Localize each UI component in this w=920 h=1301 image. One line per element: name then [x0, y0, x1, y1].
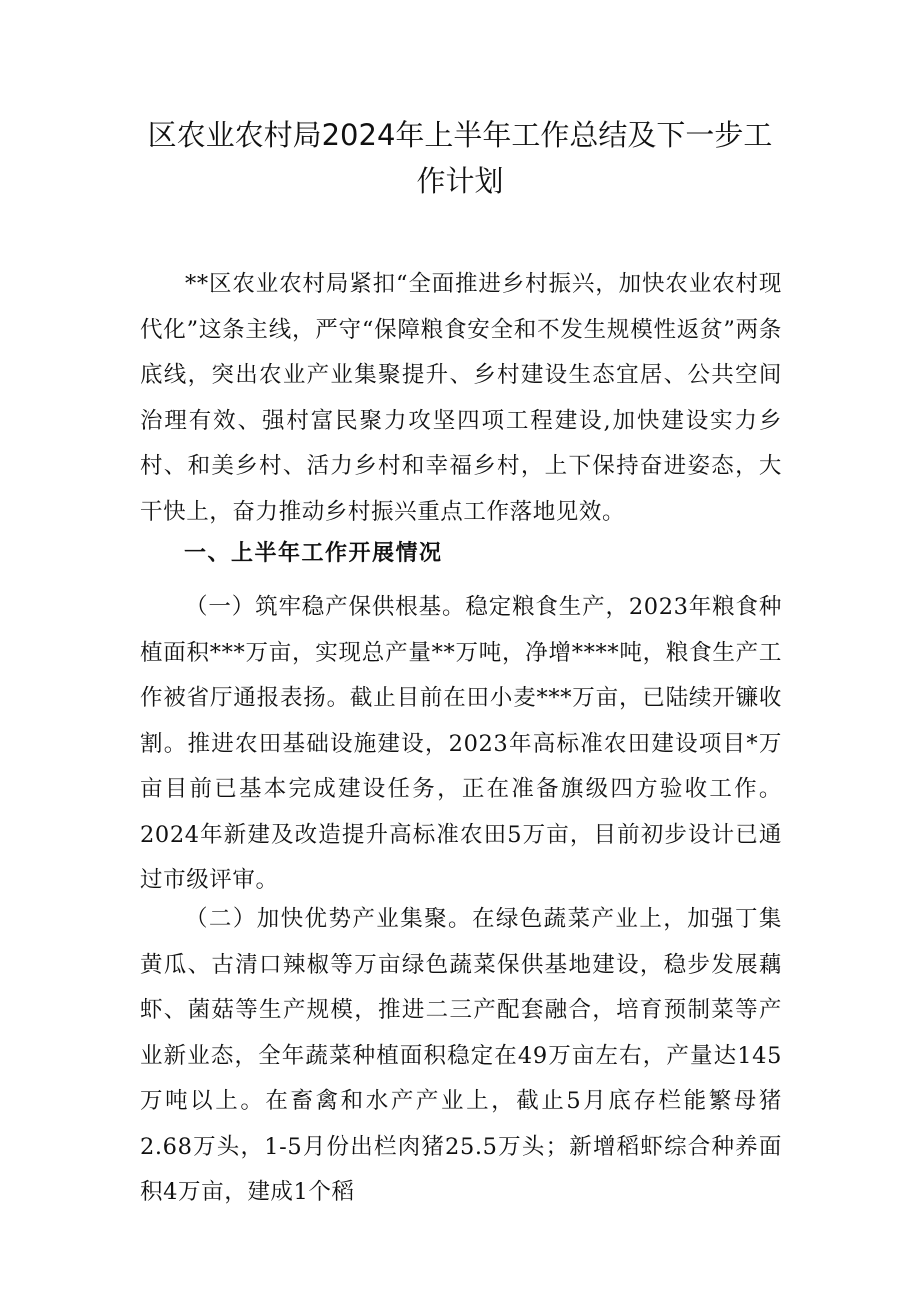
section-heading: 一、上半年工作开展情况 — [184, 541, 443, 566]
paragraph-grain-production: （一）筑牢稳产保供根基。稳定粮食生产，2023年粮食种植面积***万亩，实现总产量**万吨，净增****吨，粮食生产工作被省厅通报表扬。截止目前在田小麦***万亩，已陆续开镰收割。推进农田基础设施建设，2023年高标准农田建设项目*万亩目前已基本完成建设任务，正在准备旗级四方验收工作。2024年新建及改造提升高标准农田5万亩，目前初步设计已通过市级评审。 — [140, 594, 782, 893]
document-title: 区农业农村局2024年上半年工作总结及下一步工作计划 — [147, 118, 773, 198]
paragraph-industry-cluster: （二）加快优势产业集聚。在绿色蔬菜产业上，加强丁集黄瓜、古清口辣椒等万亩绿色蔬菜保供基地建设，稳步发展藕虾、菌菇等生产规模，推进二三产配套融合，培育预制菜等产业新业态，全年蔬菜种植面积稳定在49万亩左右，产量达145万吨以上。在畜禽和水产产业上，截止5月底存栏能繁母猪2.68万头，1-5月份出栏肉猪25.5万头；新增稻虾综合种养面积4万亩，建成1个稻 — [140, 906, 782, 1205]
intro-paragraph: **区农业农村局紧扣“全面推进乡村振兴，加快农业农村现代化”这条主线，严守“保障粮食安全和不发生规模性返贫”两条底线，突出农业产业集聚提升、乡村建设生态宜居、公共空间治理有效、强村富民聚力攻坚四项工程建设,加快建设实力乡村、和美乡村、活力乡村和幸福乡村，上下保持奋进姿态，大干快上，奋力推动乡村振兴重点工作落地见效。 — [140, 271, 782, 525]
